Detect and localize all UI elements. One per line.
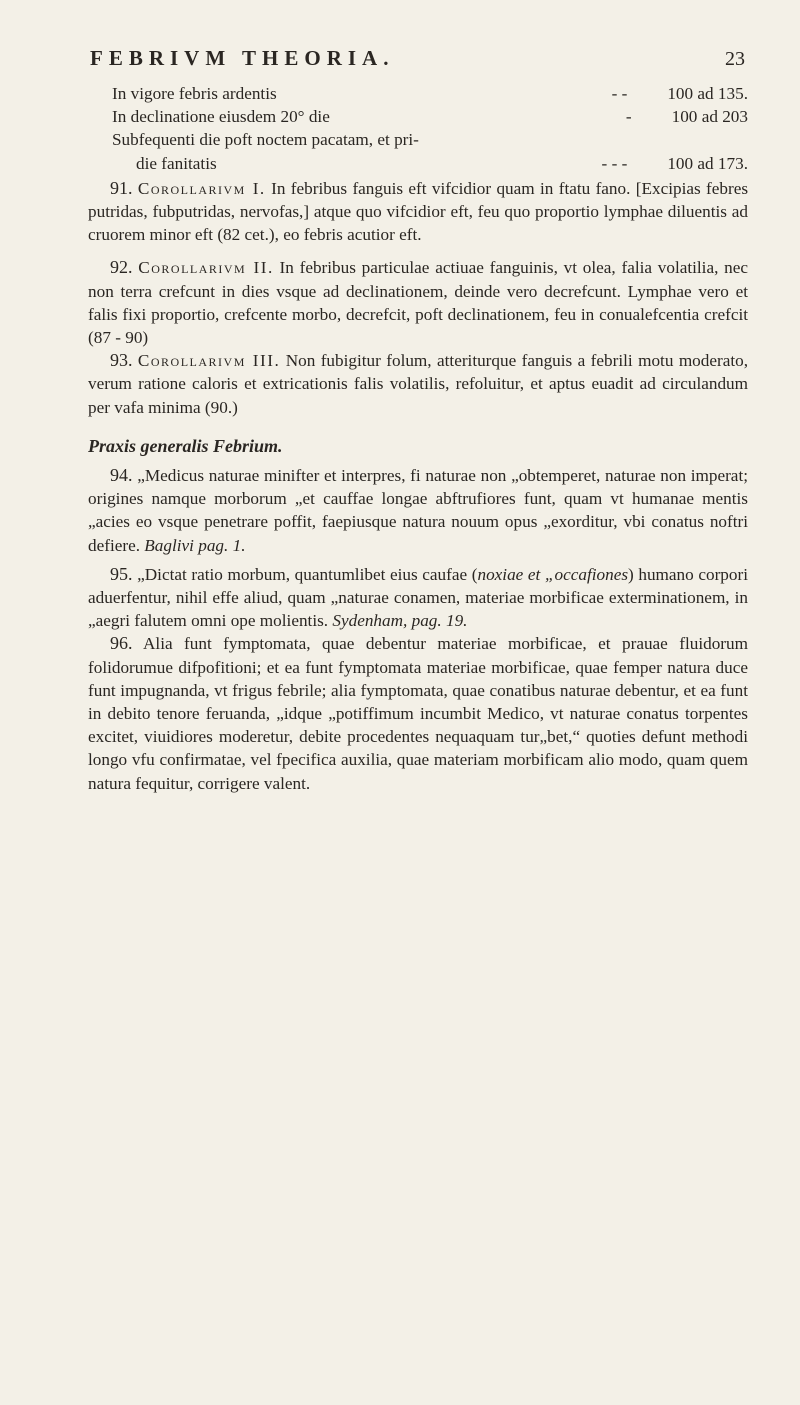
row-value: - 100 ad 203 <box>625 107 748 127</box>
paragraph-text: Alia funt fymptomata, quae debentur materiae morbificae, et prauae fluidorum folidorumue difpofitioni; et ea funt fymptomata materiae morbificae, quae femper natura duce funt impugnanda, vt frigus febrile; alia fymptomata, quae conatibus naturae debentur, et ea funt in debito tenore feruanda, „idque „potiffimum incumbit Medico, vt naturae conatus torpentes excitet, viuidiores moderetur, debite procedentes nequaquam tur„bet,“ quoties defunt methodi longo vfu confirmatae, vel fpecifica auxilia, quae materiam morbificam alio modo, quam quem natura fequitur, corrigere valent. <box>88 634 748 793</box>
paragraph-92 <box>88 256 748 349</box>
paragraph-number: 91. <box>110 177 133 198</box>
paragraph-93 <box>88 349 748 419</box>
paragraph-94 <box>88 464 748 557</box>
paragraph-text: In febribus particulae actiuae fanguinis, vt olea, falia volatilia, nec non terra crefcunt in dies vsque ad declinationem, deinde vero decrefcunt. Lymphae vero et falis fixi proportio, crefcente morbo, decrefcit, poft declinationem, feu in conualefcentia crefcit (87 - 90) <box>88 258 748 347</box>
italic-phrase: noxiae et „occafiones <box>477 564 629 584</box>
paragraph-text: Non fubigitur folum, atteriturque fanguis a febrili motu moderato, verum ratione caloris et extricationis falis volatilis, refoluitur, et aptus euadit ad circulandum per vafa minima (90.) <box>88 351 749 417</box>
citation: Sydenham, pag. 19. <box>332 611 468 631</box>
table-row <box>88 152 748 175</box>
row-value: - - 100 ad 135. <box>611 84 748 103</box>
running-header <box>90 46 745 76</box>
corollary-heading: Corollarivm I. <box>137 178 266 198</box>
row-label: Subfequenti die poft noctem pacatam, et pri- <box>112 130 419 150</box>
row-value: - - - 100 ad 173. <box>601 153 748 173</box>
table-row <box>88 128 748 151</box>
citation: Baglivi pag. 1. <box>144 535 246 555</box>
paragraph-text: ) humano corpori aduerfentur, nihil effe aliud, quam „naturae conamen, materiae morbificae exterminationem, in „aegri falutem omni ope molientis. <box>88 564 748 631</box>
corollary-heading: Corollarivm II. <box>138 258 274 278</box>
paragraph-text: „Dictat ratio morbum, quantumlibet eius caufae ( <box>137 564 478 584</box>
running-title: FEBRIVM THEORIA. <box>90 46 395 70</box>
paragraph-text: „Medicus naturae minifter et interpres, fi naturae non „obtemperet, naturae non imperat; origines namque morborum „et cauffae longae abftrufiores funt, quam vt humanae mentis „acies eo vsque penetrare poffit, faepiusque natura nouum opus „exorditur, vbi conatus noftri defiere. <box>88 465 748 555</box>
row-label: In vigore febris ardentis <box>112 84 277 103</box>
page-number: 23 <box>725 48 745 70</box>
paragraph-91 <box>88 177 748 247</box>
paragraph-number: 95. <box>110 563 133 584</box>
main-text <box>88 82 748 795</box>
corollary-heading: Corollarivm III. <box>137 351 281 371</box>
paragraph-number: 96. <box>110 633 133 654</box>
table-row <box>88 105 748 128</box>
row-label: In declinatione eiusdem 20° die <box>112 107 330 127</box>
paragraph-text: In febribus fanguis eft vifcidior quam in ftatu fano. [Excipias febres putridas, fubputridas, nervofas,] atque quo vifcidior eft, feu quo proportio lymphae diluentis ad cruorem minor eft (82 cet.), eo febris acutior eft. <box>88 178 749 245</box>
paragraph-number: 92. <box>110 257 133 278</box>
paragraph-number: 94. <box>110 464 133 485</box>
paragraph-number: 93. <box>110 350 133 371</box>
section-title: Praxis generalis Febrium. <box>88 435 283 456</box>
paragraph-95 <box>88 563 748 633</box>
table-row <box>88 82 748 105</box>
paragraph-96 <box>88 632 748 794</box>
row-label: die fanitatis <box>136 153 217 173</box>
